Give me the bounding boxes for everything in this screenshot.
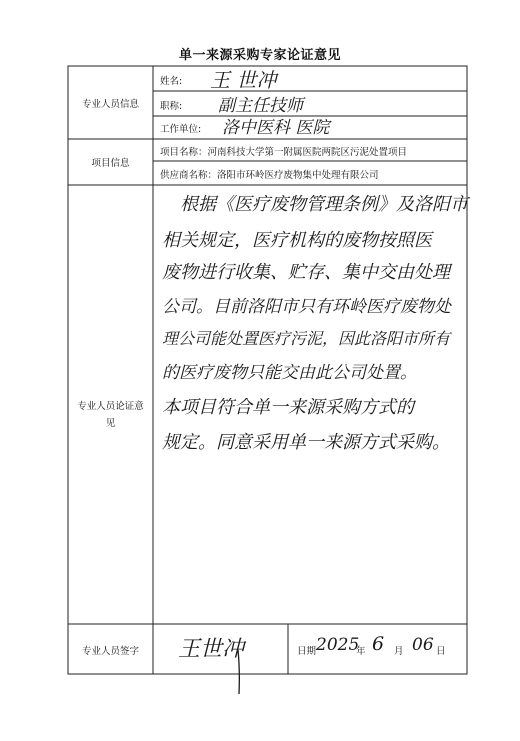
opinion-line-4: 公司。目前洛阳市只有环岭医疗废物处: [162, 297, 451, 317]
opinion-line-6: 的医疗废物只能交由此公司处置。: [162, 363, 417, 383]
date-day: 06: [412, 635, 434, 655]
opinion-label-line2: 见: [105, 418, 116, 429]
opinion-label: [68, 398, 153, 432]
signature-label: 专业人员签字: [81, 646, 139, 657]
date-year: 2025: [316, 635, 360, 655]
opinion-label-line1: 专业人员论证意: [77, 401, 144, 412]
position-label: 职称:: [160, 101, 183, 112]
opinion-line-8: 规定。同意采用单一来源方式采购。: [162, 432, 450, 453]
opinion-line-1: 根据《医疗废物管理条例》及洛阳市: [180, 194, 468, 215]
date-year-suffix: 年: [356, 646, 366, 657]
date-month: 6: [372, 633, 385, 655]
supplier-name: 供应商名称：洛阳市环岭医疗废物集中处理有限公司: [160, 170, 379, 181]
name-value: 王 世冲: [210, 68, 277, 92]
date-month-suffix: 月: [394, 646, 404, 657]
opinion-line-7: 本项目符合单一来源采购方式的: [162, 397, 414, 418]
employer-value: 洛中医科 医院: [222, 118, 330, 138]
signature-stroke: [230, 650, 250, 695]
opinion-line-2: 相关规定，医疗机构的废物按照医: [162, 230, 432, 251]
opinion-line-5: 理公司能处置医疗污泥，因此洛阳市所有: [162, 329, 451, 348]
position-value: 副主任技师: [218, 96, 303, 116]
project-info-label: 项目信息: [91, 158, 130, 169]
page-title: 单一来源采购专家论证意见: [178, 48, 341, 63]
expert-info-label: 专业人员信息: [81, 99, 139, 110]
signature-value: 王世冲: [178, 637, 245, 662]
project-name: 项目名称：河南科技大学第一附属医院两院区污泥处置项目: [160, 147, 408, 158]
employer-label: 工作单位:: [160, 124, 202, 135]
opinion-line-3: 废物进行收集、贮存、集中交由处理: [162, 262, 450, 283]
date-day-suffix: 日: [436, 646, 446, 657]
name-label: 姓名:: [160, 76, 183, 87]
date-label: 日期: [297, 646, 317, 657]
